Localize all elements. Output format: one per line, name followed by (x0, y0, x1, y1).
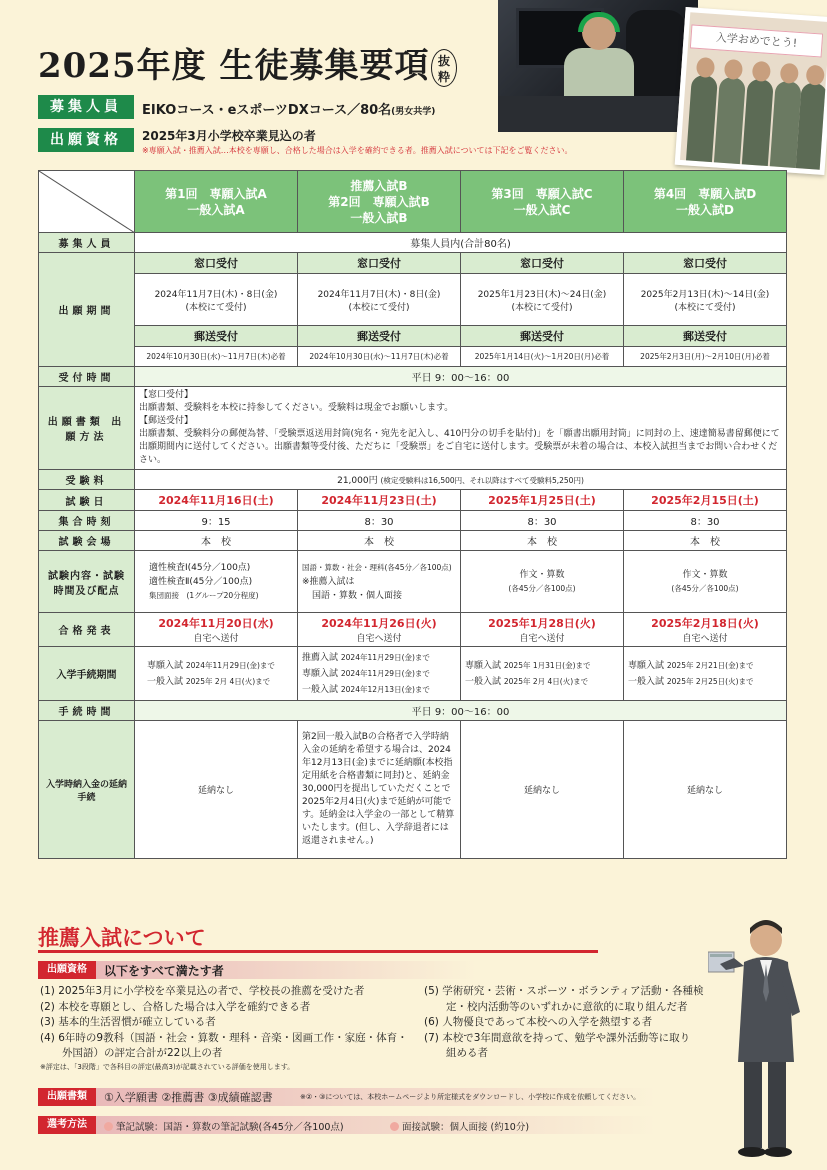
gather-2: 8：30 (298, 511, 461, 531)
procedure-4: 専願入試 2025年 2月21日(金)まで 一般入試 2025年 2月25日(火)まで (624, 647, 787, 701)
window-cell-2: 2024年11月7日(木)・8日(金) (本校にて受付) (298, 274, 461, 326)
row-head-venue: 試験会場 (39, 531, 135, 551)
recruit-text: EIKOコース・eスポーツDXコース／80名(男女共学) (142, 103, 436, 118)
mail-cell-2: 2024年10月30日(水)〜11月7日(木)必着 (298, 347, 461, 367)
content-1: 適性検査Ⅰ(45分／100点) 適性検査Ⅱ(45分／100点) 集団面接 (1グループ20分程度) (135, 551, 298, 613)
schedule-table (38, 170, 787, 859)
col-head-2: 推薦入試B 第2回 専願入試B 一般入試B (298, 171, 461, 233)
result-2: 2024年11月26日(火) 自宅へ送付 (298, 613, 461, 647)
col-head-1: 第1回 専願入試A 一般入試A (135, 171, 298, 233)
exam-date-2: 2024年11月23日(土) (298, 490, 461, 511)
result-1: 2024年11月20日(水) 自宅へ送付 (135, 613, 298, 647)
mail-cell-4: 2025年2月3日(月)〜2月10日(月)必着 (624, 347, 787, 367)
result-4: 2025年2月18日(火) 自宅へ送付 (624, 613, 787, 647)
deferral-2: 第2回一般入試Bの合格者で入学時納入金の延納を希望する場合は、2024年12月13日(金)までに延納願(本校指定用紙を合格書類に同封)と、延納金30,000円を提出していただくことで2025年2月4日(火)まで延納が可能です。延納金は入学金の一部として精算いたします。(但し、入学辞退者には返還されません。) (298, 721, 461, 859)
list-item: (5) 学術研究・芸術・スポーツ・ボランティア活動・各種検 (424, 985, 704, 997)
content-4: 作文・算数 (各45分／各100点) (624, 551, 787, 613)
eligibility-text: 2025年3月小学校卒業見込の者 (142, 129, 316, 143)
bullet-icon (104, 1122, 113, 1131)
page-title-text: 2025年度 生徒募集要項 (38, 46, 430, 86)
documents-cell: 【窓口受付】 出願書類、受験料を本校に持参してください。受験料は現金でお願いします。 【郵送受付】 出願書類、受験料分の郵便為替、「受験票返送用封筒(宛名・宛先を記入し、410円分の切手を貼付)」を「願書出願用封筒」に同封の上、速達簡易書留郵便にて出願期間内に送付してください。出願書類等受付後、ただちに「受験票」をご自宅に送付します。受験票が未着の場合は、本校入試担当までお問い合わせください。 (135, 387, 787, 470)
procedure-3: 専願入試 2025年 1月31日(金)まで 一般入試 2025年 2月 4日(火)まで (461, 647, 624, 701)
qual-list-right (424, 984, 714, 1062)
window-cell-3: 2025年1月23日(木)〜24日(金) (本校にて受付) (461, 274, 624, 326)
recruit-label: 募集人員 (38, 95, 134, 119)
suisen-rule (38, 950, 598, 953)
exam-date-3: 2025年1月25日(土) (461, 490, 624, 511)
row-head-gather: 集合時刻 (39, 511, 135, 531)
teacher-illustration (708, 912, 818, 1160)
proc-time-cell: 平日 9：00〜16：00 (135, 701, 787, 721)
deferral-4: 延納なし (624, 721, 787, 859)
docs-note: ※②・③については、本校ホームページより所定様式をダウンロードし、小学校に作成を依頼してください。 (300, 1093, 641, 1101)
qual-list-left (40, 984, 420, 1072)
eligibility-label: 出願資格 (38, 128, 134, 152)
venue-4: 本 校 (624, 531, 787, 551)
venue-3: 本 校 (461, 531, 624, 551)
deferral-1: 延納なし (135, 721, 298, 859)
students-photo (675, 7, 827, 175)
docs-tag: 出願書類 (38, 1088, 96, 1106)
venue-1: 本 校 (135, 531, 298, 551)
reception-cell: 平日 9：00〜16：00 (135, 367, 787, 387)
col-head-4: 第4回 専願入試D 一般入試D (624, 171, 787, 233)
method-tag: 選考方法 (38, 1116, 96, 1134)
gather-4: 8：30 (624, 511, 787, 531)
exam-date-4: 2025年2月15日(土) (624, 490, 787, 511)
esports-photo (498, 0, 698, 132)
deferral-3: 延納なし (461, 721, 624, 859)
window-head-2: 窓口受付 (298, 253, 461, 274)
row-head-exam-date: 試験日 (39, 490, 135, 511)
mail-head-2: 郵送受付 (298, 326, 461, 347)
row-head-content: 試験内容・試験時間及び配点 (39, 551, 135, 613)
window-head-3: 窓口受付 (461, 253, 624, 274)
row-head-result: 合格発表 (39, 613, 135, 647)
fee-cell: 21,000円 (検定受験料は16,500円、それ以降はすべて受験料5,250円) (135, 470, 787, 490)
procedure-1: 専願入試 2024年11月29日(金)まで 一般入試 2025年 2月 4日(火)まで (135, 647, 298, 701)
mail-head-1: 郵送受付 (135, 326, 298, 347)
table-corner (39, 171, 135, 233)
bullet-icon (390, 1122, 399, 1131)
method-2: 面接試験：個人面接 (約10分) (390, 1119, 529, 1133)
list-item: (7) 本校で3年間意欲を持って、勉学や課外活動等に取り (424, 1031, 691, 1044)
gather-3: 8：30 (461, 511, 624, 531)
row-head-capacity: 募集人員 (39, 233, 135, 253)
list-item: (3) 基本的生活習慣が確立している者 (40, 1016, 216, 1028)
window-cell-1: 2024年11月7日(木)・8日(金) (本校にて受付) (135, 274, 298, 326)
suisen-title: 推薦入試について (38, 925, 206, 950)
list-item: (4) 6年時の9教科（国語・社会・算数・理科・音楽・図画工作・家庭・体育・ (40, 1031, 408, 1044)
row-head-proc-time: 手続時間 (39, 701, 135, 721)
qual-tag: 出願資格 (38, 961, 96, 979)
list-item: (6) 人物優良であって本校への入学を熱望する者 (424, 1016, 653, 1028)
row-head-procedure: 入学手続期間 (39, 647, 135, 701)
content-3: 作文・算数 (各45分／各100点) (461, 551, 624, 613)
window-head-4: 窓口受付 (624, 253, 787, 274)
title-note: 抜粋 (431, 49, 457, 87)
col-head-3: 第3回 専願入試C 一般入試C (461, 171, 624, 233)
capacity-cell: 募集人員内(合計80名) (135, 233, 787, 253)
docs-text: ①入学願書 ②推薦書 ③成績確認書 (104, 1091, 273, 1104)
mail-head-4: 郵送受付 (624, 326, 787, 347)
mail-cell-1: 2024年10月30日(水)〜11月7日(木)必着 (135, 347, 298, 367)
list-item: 外国語）の評定合計が22以上の者 (62, 1047, 223, 1059)
list-note: ※評定は、「3段階」で各科目の評定(最高3)が記載されている評価を使用します。 (40, 1062, 295, 1071)
row-head-fee: 受験料 (39, 470, 135, 490)
window-cell-4: 2025年2月13日(木)〜14日(金) (本校にて受付) (624, 274, 787, 326)
method-1: 筆記試験：国語・算数の筆記試験(各45分／各100点) (104, 1119, 344, 1133)
list-item: 定・校内活動等のいずれかに意欲的に取り組んだ者 (446, 1000, 688, 1013)
content-2: 国語・算数・社会・理科(各45分／各100点) ※推薦入試は 国語・算数・個人面接 (298, 551, 461, 613)
eligibility-note: ※専願入試・推薦入試…本校を専願し、合格した場合は入学を確約できる者。推薦入試については下記をご覧ください。 (142, 146, 573, 155)
list-item: (1) 2025年3月に小学校を卒業見込の者で、学校長の推薦を受けた者 (40, 985, 365, 997)
row-head-deferral: 入学時納入金の延納手続 (39, 721, 135, 859)
exam-date-1: 2024年11月16日(土) (135, 490, 298, 511)
mail-cell-3: 2025年1月14日(火)〜1月20日(月)必着 (461, 347, 624, 367)
list-item: (2) 本校を専願とし、合格した場合は入学を確約できる者 (40, 1000, 311, 1013)
row-head-period: 出願期間 (39, 253, 135, 367)
page-title (38, 38, 457, 87)
window-head-1: 窓口受付 (135, 253, 298, 274)
result-3: 2025年1月28日(火) 自宅へ送付 (461, 613, 624, 647)
procedure-2: 推薦入試 2024年11月29日(金)まで 専願入試 2024年11月29日(金)まで 一般入試 2024年12月13日(金)まで (298, 647, 461, 701)
mail-head-3: 郵送受付 (461, 326, 624, 347)
gather-1: 9：15 (135, 511, 298, 531)
photo-banner: 入学おめでとう! (690, 24, 823, 57)
venue-2: 本 校 (298, 531, 461, 551)
row-head-documents: 出願書類 出願方法 (39, 387, 135, 470)
row-head-reception: 受付時間 (39, 367, 135, 387)
qual-lead: 以下をすべて満たす者 (104, 964, 224, 978)
list-item: 組める者 (446, 1047, 488, 1059)
